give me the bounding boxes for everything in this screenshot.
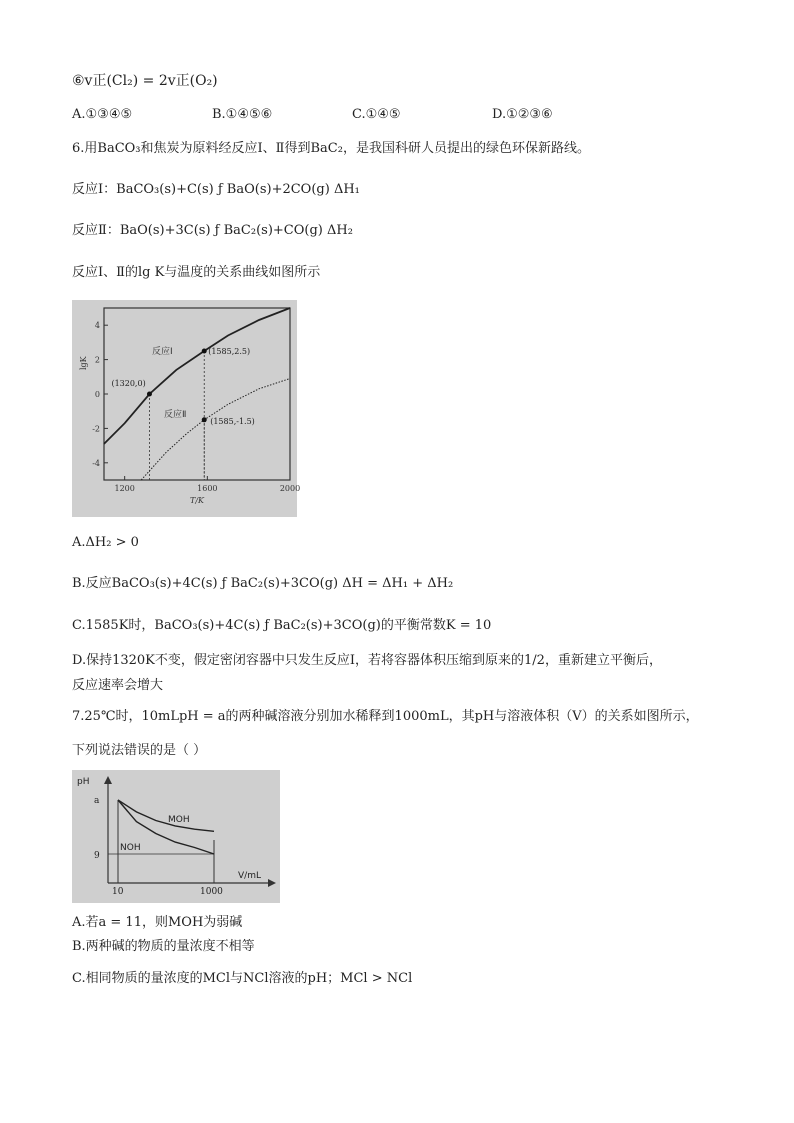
q6-reaction-1: 反应Ⅰ：BaCO₃(s)+C(s) ƒ BaO(s)+2CO(g) ΔH₁ bbox=[72, 182, 360, 197]
chart1-point bbox=[202, 349, 207, 354]
chart1-xtick-label: 1600 bbox=[197, 484, 218, 493]
q6-figure-caption: 反应Ⅰ、Ⅱ的lg K与温度的关系曲线如图所示 bbox=[72, 265, 321, 280]
chart1-label-reaction2: 反应Ⅱ bbox=[164, 410, 187, 420]
chart2-xlabel: V/mL bbox=[238, 871, 261, 881]
chart1-ytick-label: -4 bbox=[92, 458, 100, 468]
chart1-xtick-label: 1200 bbox=[114, 484, 135, 493]
q5-option-b: B.①④⑤⑥ bbox=[212, 107, 273, 122]
q5-option-a: A.①③④⑤ bbox=[72, 107, 133, 122]
q6-stem: 6.用BaCO₃和焦炭为原料经反应Ⅰ、Ⅱ得到BaC₂，是我国科研人员提出的绿色环保新路线。 bbox=[72, 141, 590, 156]
chart2-xtick-10: 10 bbox=[112, 887, 124, 897]
q5-item6: ⑥v正(Cl₂) = 2v正(O₂) bbox=[72, 73, 218, 89]
chart1-point-label: (1320,0) bbox=[111, 379, 146, 388]
q6-option-c: C.1585K时，BaCO₃(s)+4C(s) ƒ BaC₂(s)+3CO(g)的平衡常数K = 10 bbox=[72, 618, 492, 633]
q7-stem-line1: 7.25℃时，10mLpH = a的两种碱溶液分别加水稀释到1000mL，其pH与溶液体积（V）的关系如图所示， bbox=[72, 709, 699, 724]
lgk-temperature-figure bbox=[72, 300, 301, 517]
chart2-label-moh: MOH bbox=[168, 815, 190, 825]
chart1-ytick-label: -2 bbox=[92, 424, 100, 434]
q7-stem-line2: 下列说法错误的是（ ） bbox=[72, 743, 207, 758]
chart1-ytick-label: 2 bbox=[94, 355, 100, 365]
chart1-ylabel: lgK bbox=[79, 356, 88, 370]
q6-reaction-2: 反应Ⅱ：BaO(s)+3C(s) ƒ BaC₂(s)+CO(g) ΔH₂ bbox=[72, 223, 353, 238]
q7-option-b: B.两种碱的物质的量浓度不相等 bbox=[72, 939, 255, 954]
ph-volume-figure bbox=[72, 770, 280, 903]
chart1-xtick-label: 2000 bbox=[279, 484, 301, 493]
q5-option-c: C.①④⑤ bbox=[352, 107, 401, 122]
chart1-point bbox=[202, 417, 207, 422]
q5-option-d: D.①②③⑥ bbox=[492, 107, 553, 122]
chart2-xtick-1000: 1000 bbox=[200, 887, 223, 897]
chart1-xlabel: T/K bbox=[190, 496, 205, 505]
chart1-ytick-label: 0 bbox=[94, 390, 100, 399]
chart1-point-label: (1585,-1.5) bbox=[210, 416, 255, 426]
chart1-point-label: (1585,2.5) bbox=[208, 347, 251, 356]
q7-option-a: A.若a = 11，则MOH为弱碱 bbox=[72, 915, 243, 930]
q6-option-b: B.反应BaCO₃(s)+4C(s) ƒ BaC₂(s)+3CO(g) ΔH = ΔH₁ + ΔH₂ bbox=[72, 576, 454, 591]
chart2-ytick-9: 9 bbox=[94, 851, 100, 861]
q6-option-d-line2: 反应速率会增大 bbox=[72, 678, 164, 693]
chart1-label-reaction1: 反应Ⅰ bbox=[152, 347, 173, 357]
chart1-point bbox=[147, 392, 152, 397]
q6-option-d-line1: D.保持1320K不变，假定密闭容器中只发生反应Ⅰ，若将容器体积压缩到原来的1/2，重新建立平衡后， bbox=[72, 653, 662, 668]
q6-option-a: A.ΔH₂ > 0 bbox=[72, 535, 139, 550]
q7-option-c: C.相同物质的量浓度的MCl与NCl溶液的pH；MCl > NCl bbox=[72, 971, 413, 986]
chart2-ytick-a: a bbox=[94, 796, 100, 806]
chart1-ytick-label: 4 bbox=[94, 321, 100, 331]
chart2-label-noh: NOH bbox=[120, 843, 141, 853]
chart2-ylabel: pH bbox=[77, 777, 90, 787]
ph-volume-chart bbox=[72, 770, 280, 903]
lgk-temperature-chart bbox=[72, 300, 301, 517]
